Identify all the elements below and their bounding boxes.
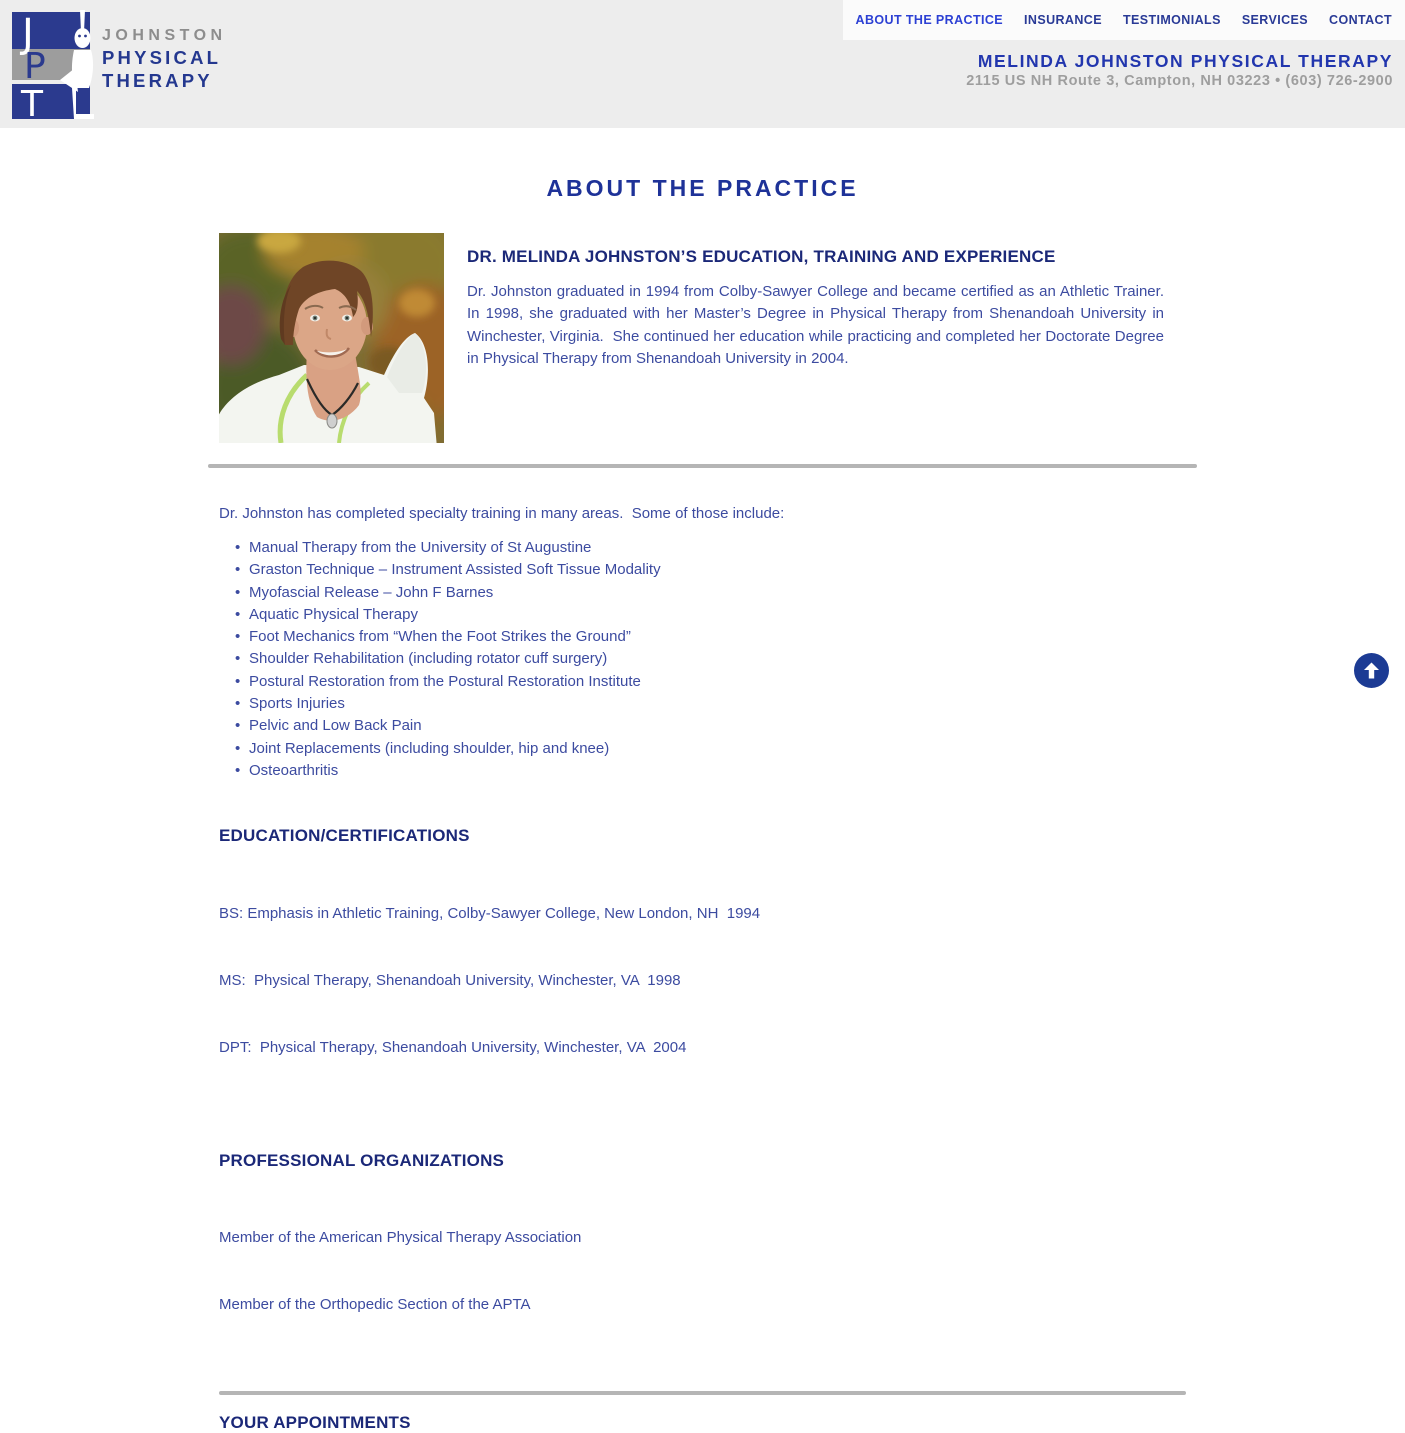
svg-text:T: T	[21, 84, 43, 125]
jpt-logo[interactable]	[10, 6, 238, 127]
main-nav	[843, 0, 1405, 40]
list-item: • Foot Mechanics from “When the Foot Strikes the Ground”	[249, 626, 1405, 648]
list-item: • Pelvic and Low Back Pain	[249, 715, 1405, 737]
appointments-heading: YOUR APPOINTMENTS	[219, 1412, 411, 1432]
nav-about-the-practice[interactable]: ABOUT THE PRACTICE	[855, 13, 1004, 27]
organization-line: Member of the American Physical Therapy Association	[219, 1229, 582, 1247]
site-header	[0, 0, 1405, 128]
bio-heading: DR. MELINDA JOHNSTON’S EDUCATION, TRAINING AND EXPERIENCE	[467, 247, 1056, 266]
specialty-list	[219, 537, 1405, 782]
portrait-photo	[219, 233, 444, 443]
arrow-up-icon	[1362, 661, 1381, 680]
svg-text:J: J	[22, 11, 34, 57]
bio-paragraph: Dr. Johnston graduated in 1994 from Colby-Sawyer College and became certified as an Athletic Trainer. In 1998, she graduated with her Master’s Degree in Physical Therapy from Shenandoah University in Winchester, Virginia. She continued her education while practicing and completed her Doctorate Degree in Physical Therapy from Shenandoah University in 2004.	[467, 283, 1173, 367]
list-item: • Manual Therapy from the University of St Augustine	[249, 537, 1405, 559]
organizations-heading: PROFESSIONAL ORGANIZATIONS	[219, 1150, 505, 1170]
nav-services[interactable]: SERVICES	[1241, 13, 1309, 27]
svg-text:JOHNSTON: JOHNSTON	[102, 27, 227, 44]
svg-text:PHYSICAL: PHYSICAL	[102, 47, 222, 68]
education-line: BS: Emphasis in Athletic Training, Colby-Sawyer College, New London, NH 1994	[219, 904, 761, 922]
list-item: • Osteoarthritis	[249, 760, 1405, 782]
page-title: ABOUT THE PRACTICE	[546, 175, 859, 201]
scroll-to-top-button[interactable]	[1354, 653, 1389, 688]
jpt-logo-icon	[10, 6, 238, 125]
organization-line: Member of the Orthopedic Section of the APTA	[219, 1296, 531, 1314]
practice-name: MELINDA JOHNSTON PHYSICAL THERAPY	[977, 51, 1393, 71]
list-item: • Shoulder Rehabilitation (including rotator cuff surgery)	[249, 648, 1405, 670]
list-item: • Aquatic Physical Therapy	[249, 604, 1405, 626]
education-line: MS: Physical Therapy, Shenandoah University, Winchester, VA 1998	[219, 971, 681, 989]
specialty-intro: Dr. Johnston has completed specialty training in many areas. Some of those include:	[219, 505, 785, 522]
practice-address: 2115 US NH Route 3, Campton, NH 03223 • (603) 726-2900	[966, 73, 1393, 89]
list-item: • Postural Restoration from the Postural Restoration Institute	[249, 671, 1405, 693]
list-item: • Joint Replacements (including shoulder, hip and knee)	[249, 738, 1405, 760]
education-lines	[219, 858, 1405, 1103]
section-divider	[208, 464, 1197, 468]
nav-insurance[interactable]: INSURANCE	[1024, 13, 1102, 27]
list-item: • Sports Injuries	[249, 693, 1405, 715]
nav-contact[interactable]: CONTACT	[1329, 13, 1392, 27]
bio-text-column	[467, 233, 1173, 370]
section-divider	[219, 1391, 1186, 1395]
bio-section	[219, 233, 1405, 443]
nav-testimonials[interactable]: TESTIMONIALS	[1122, 13, 1221, 27]
education-heading: EDUCATION/CERTIFICATIONS	[219, 826, 470, 846]
list-item: • Graston Technique – Instrument Assisted Soft Tissue Modality	[249, 559, 1405, 581]
organizations-lines	[219, 1183, 1405, 1361]
svg-text:P: P	[24, 46, 46, 87]
svg-text:THERAPY: THERAPY	[102, 70, 213, 91]
list-item: • Myofascial Release – John F Barnes	[249, 582, 1405, 604]
education-line: DPT: Physical Therapy, Shenandoah University, Winchester, VA 2004	[219, 1038, 687, 1056]
